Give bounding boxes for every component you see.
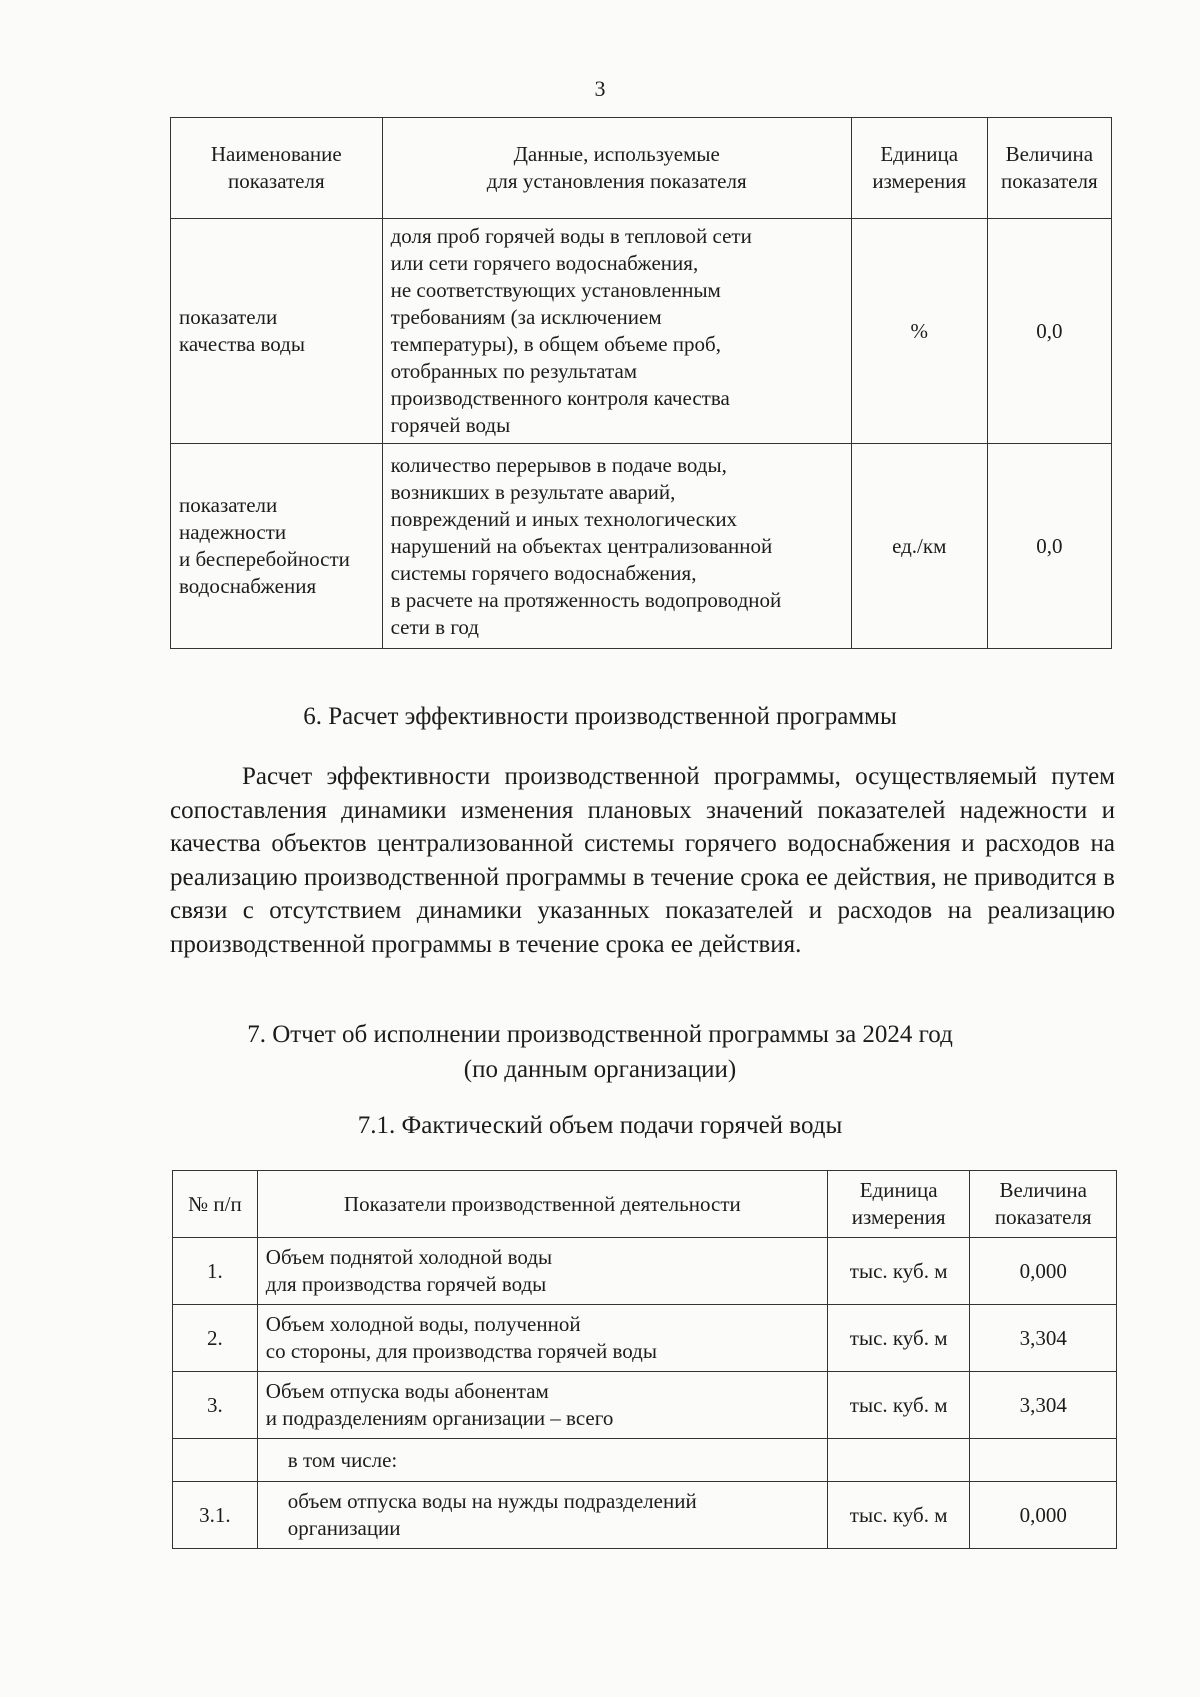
indicator-name: показатели качества воды — [171, 219, 383, 444]
indicator-unit: % — [851, 219, 987, 444]
indicators-table — [170, 117, 1112, 649]
row-value: 0,000 — [970, 1482, 1117, 1549]
header-unit: Единица измерения — [827, 1171, 970, 1238]
row-indicator: объем отпуска воды на нужды подразделений организации — [257, 1482, 827, 1549]
row-indicator: Объем холодной воды, полученной со стороны, для производства горячей воды — [257, 1305, 827, 1372]
table-header-row — [171, 118, 1112, 219]
row-unit: тыс. куб. м — [827, 1238, 970, 1305]
header-indicator-data: Данные, используемые для установления показателя — [382, 118, 851, 219]
row-number — [173, 1439, 258, 1482]
table-row — [173, 1238, 1117, 1305]
table-row — [173, 1372, 1117, 1439]
table-row — [173, 1439, 1117, 1482]
header-value: Величина показателя — [987, 118, 1111, 219]
hot-water-volume-table — [172, 1170, 1117, 1549]
table-header-row — [173, 1171, 1117, 1238]
table-row — [173, 1305, 1117, 1372]
header-indicator-name: Наименование показателя — [171, 118, 383, 219]
row-indicator: Объем отпуска воды абонентам и подразделениям организации – всего — [257, 1372, 827, 1439]
section-7-heading: 7. Отчет об исполнении производственной программы за 2024 год (по данным организации) — [247, 1021, 953, 1083]
indicator-data: доля проб горячей воды в тепловой сети или сети горячего водоснабжения, не соответствующих установленным требованиям (за исключением температуры), в общем объеме проб, отобранных по результатам производственного контроля качества горячей воды — [382, 219, 851, 444]
row-number: 3.1. — [173, 1482, 258, 1549]
indicator-value: 0,0 — [987, 219, 1111, 444]
row-indicator: Объем поднятой холодной воды для производства горячей воды — [257, 1238, 827, 1305]
page-number: 3 — [594, 76, 606, 101]
table-row — [173, 1482, 1117, 1549]
row-unit — [827, 1439, 970, 1482]
row-value: 3,304 — [970, 1305, 1117, 1372]
header-value: Величина показателя — [970, 1171, 1117, 1238]
row-unit: тыс. куб. м — [827, 1372, 970, 1439]
table-row — [171, 219, 1112, 444]
table-row — [171, 444, 1112, 649]
section-7-1-heading: 7.1. Фактический объем подачи горячей воды — [357, 1112, 843, 1139]
header-indicator: Показатели производственной деятельности — [257, 1171, 827, 1238]
row-value — [970, 1439, 1117, 1482]
header-unit: Единица измерения — [851, 118, 987, 219]
indicator-name: показатели надежности и бесперебойности водоснабжения — [171, 444, 383, 649]
row-number: 2. — [173, 1305, 258, 1372]
row-number: 3. — [173, 1372, 258, 1439]
row-value: 3,304 — [970, 1372, 1117, 1439]
section-6-heading: 6. Расчет эффективности производственной программы — [303, 703, 897, 730]
row-unit: тыс. куб. м — [827, 1305, 970, 1372]
section-6-paragraph: Расчет эффективности производственной программы, осуществляемый путем сопоставления динамики изменения плановых значений показателей надежности и качества объектов централизованной системы горячего водоснабжения и расходов на реализацию производственной программы в течение срока ее действия, не приводится в связи с отсутствием динамики указанных показателей и расходов на реализацию производственной программы в течение срока ее действия. — [170, 763, 1115, 958]
row-unit: тыс. куб. м — [827, 1482, 970, 1549]
indicator-value: 0,0 — [987, 444, 1111, 649]
indicator-data: количество перерывов в подаче воды, возникших в результате аварий, повреждений и иных технологических нарушений на объектах централизованной системы горячего водоснабжения, в расчете на протяженность водопроводной сети в год — [382, 444, 851, 649]
row-indicator: в том числе: — [257, 1439, 827, 1482]
indicator-unit: ед./км — [851, 444, 987, 649]
header-number: № п/п — [173, 1171, 258, 1238]
row-number: 1. — [173, 1238, 258, 1305]
row-value: 0,000 — [970, 1238, 1117, 1305]
